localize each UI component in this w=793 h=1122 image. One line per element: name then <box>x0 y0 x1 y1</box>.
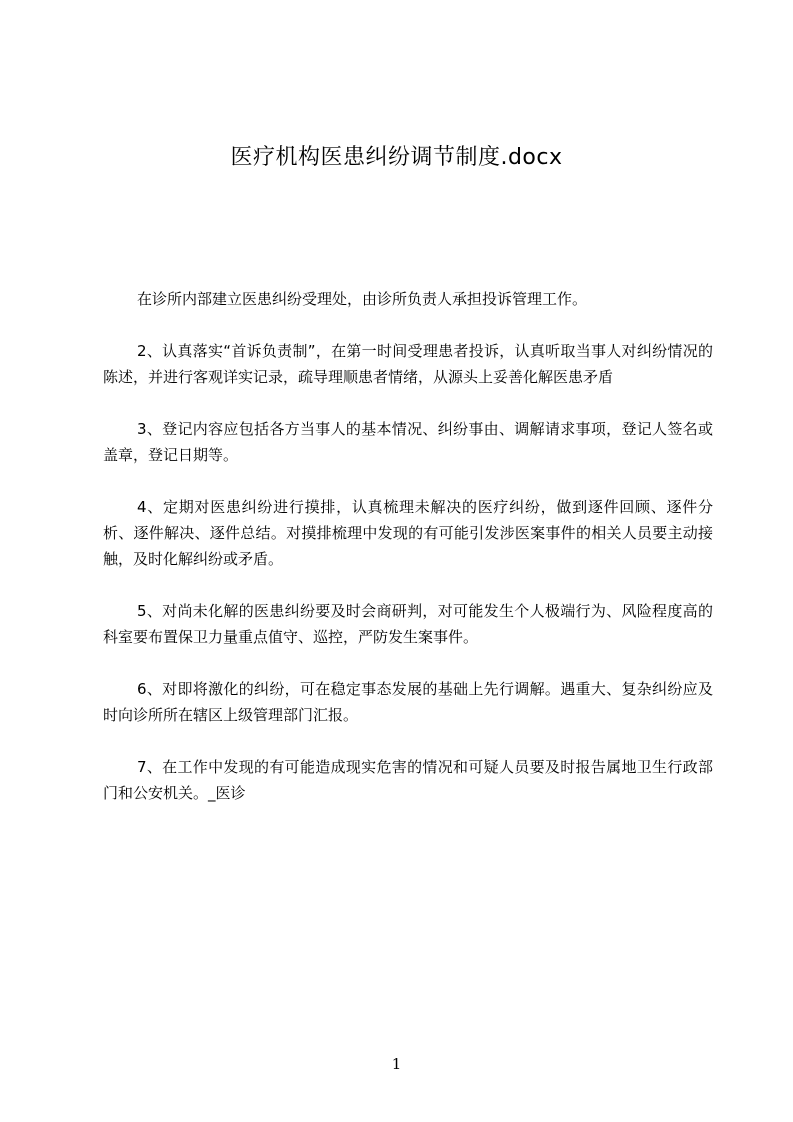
paragraph-2: 2、认真落实“首诉负责制”，在第一时间受理患者投诉，认真听取当事人对纠纷情况的陈述，并进行客观详实记录，疏导理顺患者情绪，从源头上妥善化解医患矛盾 <box>103 342 713 386</box>
document-title: 医疗机构医患纠纷调节制度.docx <box>230 145 563 170</box>
paragraph-7: 7、在工作中发现的有可能造成现实危害的情况和可疑人员要及时报告属地卫生行政部门和公安机关。_医诊 <box>103 758 713 802</box>
paragraph-6: 6、对即将激化的纠纷，可在稳定事态发展的基础上先行调解。遇重大、复杂纠纷应及时向诊所所在辖区上级管理部门汇报。 <box>103 680 713 724</box>
document-body <box>103 286 713 832</box>
paragraph-4: 4、定期对医患纠纷进行摸排，认真梳理未解决的医疗纠纷，做到逐件回顾、逐件分析、逐件解决、逐件总结。对摸排梳理中发现的有可能引发涉医案事件的相关人员要主动接触，及时化解纠纷或矛盾。 <box>103 498 713 568</box>
paragraph-3: 3、登记内容应包括各方当事人的基本情况、纠纷事由、调解请求事项，登记人签名或盖章，登记日期等。 <box>103 420 713 464</box>
paragraph-5: 5、对尚未化解的医患纠纷要及时会商研判，对可能发生个人极端行为、风险程度高的科室要布置保卫力量重点值守、巡控，严防发生案事件。 <box>103 602 713 646</box>
paragraph-1: 在诊所内部建立医患纠纷受理处，由诊所负责人承担投诉管理工作。 <box>137 290 588 308</box>
page-number: 1 <box>391 1055 402 1073</box>
